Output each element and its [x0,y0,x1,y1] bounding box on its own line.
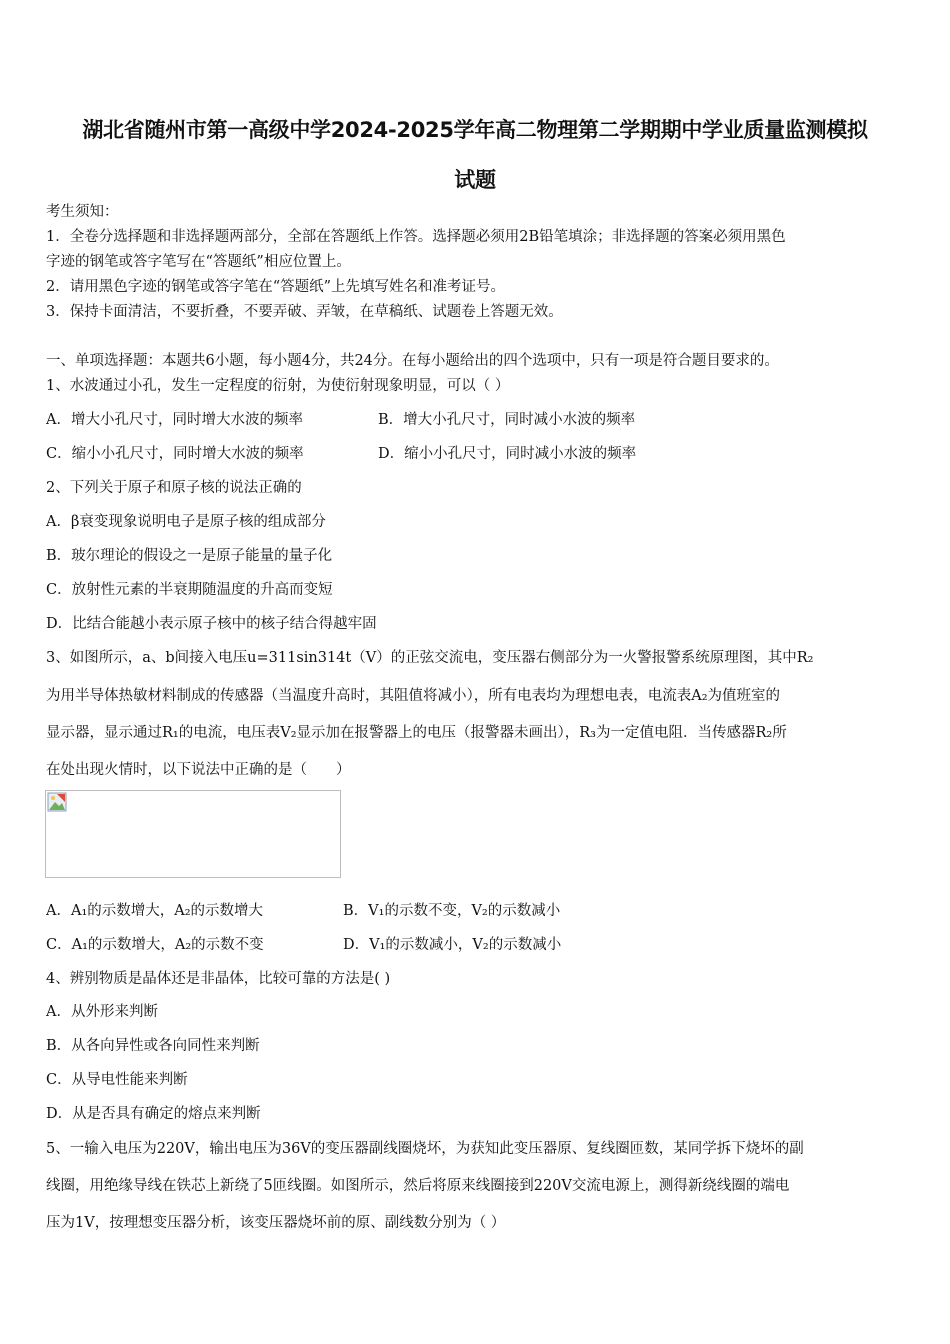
notice-heading: 考生须知： [46,204,119,220]
notice-item-3: 3．保持卡面清洁，不要折叠，不要弄破、弄皱，在草稿纸、试题卷上答题无效。 [46,304,563,320]
question-3-option-d: D．V₁的示数减小，V₂的示数减小 [343,937,562,953]
question-4-option-d: D．从是否具有确定的熔点来判断 [46,1106,261,1122]
circuit-figure-placeholder [45,790,341,878]
question-1-option-b: B．增大小孔尺寸，同时减小水波的频率 [378,412,636,428]
notice-item-1b: 字迹的钢笔或答字笔写在“答题纸”相应位置上。 [46,254,351,270]
page-title-line-2: 试题 [454,168,496,192]
question-2-option-d: D．比结合能越小表示原子核中的核子结合得越牢固 [46,616,377,632]
question-4-option-a: A．从外形来判断 [46,1004,158,1020]
question-5-stem-line-3: 压为1V，按理想变压器分析，该变压器烧坏前的原、副线数分别为（ ） [46,1215,506,1231]
question-2-stem: 2、下列关于原子和原子核的说法正确的 [46,480,302,496]
question-1-stem: 1、水波通过小孔，发生一定程度的衍射，为使衍射现象明显，可以（ ） [46,378,510,394]
question-1-option-a: A．增大小孔尺寸，同时增大水波的频率 [46,412,303,428]
question-3-option-b: B．V₁的示数不变，V₂的示数减小 [343,903,561,919]
question-3-option-a: A．A₁的示数增大，A₂的示数增大 [46,903,264,919]
question-2-option-b: B．玻尔理论的假设之一是原子能量的量子化 [46,548,333,564]
question-3-option-c: C．A₁的示数增大，A₂的示数不变 [46,937,264,953]
question-2-option-c: C．放射性元素的半衰期随温度的升高而变短 [46,582,333,598]
question-2-option-a: A．β衰变现象说明电子是原子核的组成部分 [46,514,326,530]
question-5-stem-line-1: 5、一输入电压为220V，输出电压为36V的变压器副线圈烧坏，为获知此变压器原、复线圈匝数，某同学拆下烧坏的副 [46,1141,804,1157]
question-4-stem: 4、辨别物质是晶体还是非晶体，比较可靠的方法是( ) [46,971,391,987]
question-4-option-b: B．从各向异性或各向同性来判断 [46,1038,260,1054]
question-4-option-c: C．从导电性能来判断 [46,1072,188,1088]
page-title-line-1: 湖北省随州市第一高级中学2024-2025学年高二物理第二学期期中学业质量监测模拟 [82,118,868,142]
broken-image-icon [47,792,67,812]
question-3-stem-line-2: 为用半导体热敏材料制成的传感器（当温度升高时，其阻值将减小），所有电表均为理想电表，电流表A₂为值班室的 [46,688,781,704]
section-heading: 一、单项选择题：本题共6小题，每小题4分，共24分。在每小题给出的四个选项中，只有一项是符合题目要求的。 [46,353,779,369]
question-1-option-d: D．缩小小孔尺寸，同时减小水波的频率 [378,446,637,462]
notice-item-2: 2．请用黑色字迹的钢笔或答字笔在“答题纸”上先填写姓名和准考证号。 [46,279,506,295]
notice-item-1a: 1．全卷分选择题和非选择题两部分，全部在答题纸上作答。选择题必须用2B铅笔填涂；非选择题的答案必须用黑色 [46,229,786,245]
question-1-option-c: C．缩小小孔尺寸，同时增大水波的频率 [46,446,304,462]
question-5-stem-line-2: 线圈，用绝缘导线在铁芯上新绕了5匝线圈。如图所示，然后将原来线圈接到220V交流电源上，测得新绕线圈的端电 [46,1178,790,1194]
question-3-stem-line-3: 显示器，显示通过R₁的电流，电压表V₂显示加在报警器上的电压（报警器未画出），R₃为一定值电阻．当传感器R₂所 [46,725,787,741]
question-3-stem-line-4: 在处出现火情时，以下说法中正确的是（ ） [46,762,351,778]
question-3-stem-line-1: 3、如图所示，a、b间接入电压u=311sin314t（V）的正弦交流电，变压器右侧部分为一火警报警系统原理图，其中R₂ [46,650,814,666]
